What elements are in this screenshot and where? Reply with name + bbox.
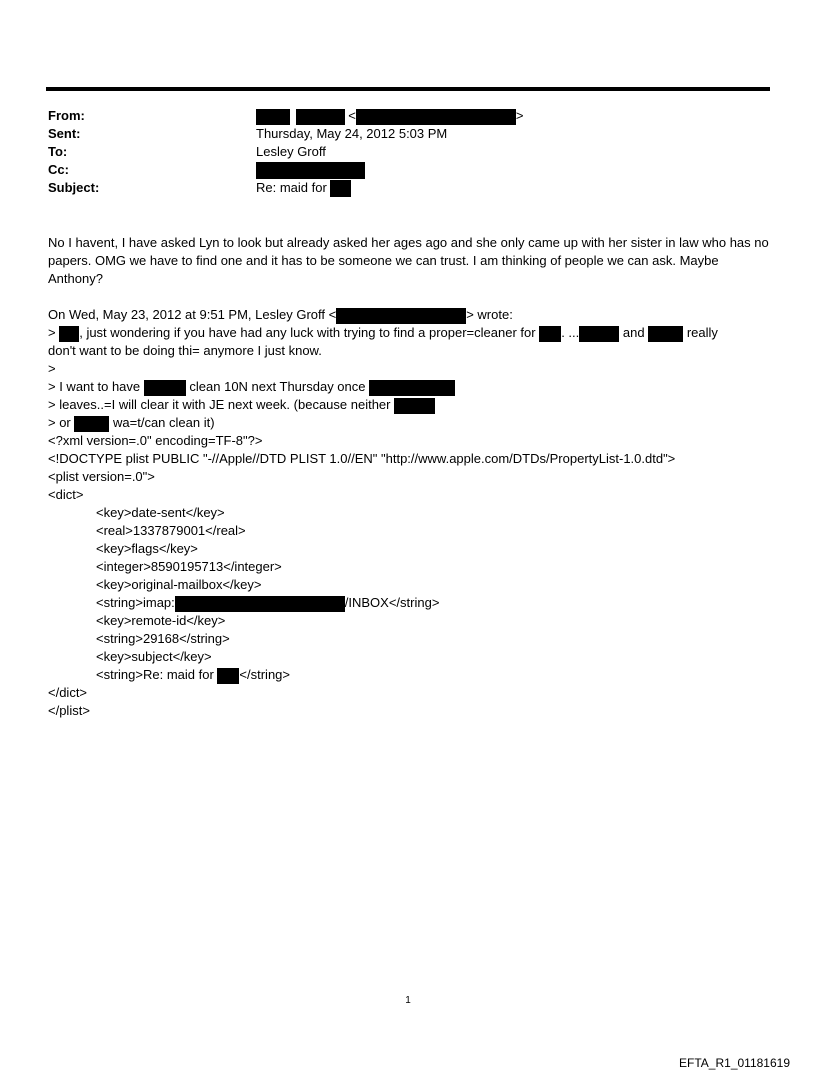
from-gt: >	[515, 108, 524, 123]
redaction-block	[175, 596, 345, 612]
document-id: EFTA_R1_01181619	[679, 1056, 790, 1070]
xml-line: <key>remote-id</key>	[96, 613, 226, 628]
quote-line	[48, 324, 772, 342]
from-lt: <	[348, 108, 356, 123]
redaction-block	[336, 308, 466, 324]
xml-line: <?xml version=.0" encoding=TF-8"?>	[48, 433, 263, 448]
sent-label: Sent:	[48, 126, 81, 141]
xml-text: <string>imap:	[96, 595, 175, 610]
quote-text: clean 10N next Thursday once	[189, 379, 366, 394]
xml-line: <integer>8590195713</integer>	[96, 559, 282, 574]
xml-line: <dict>	[48, 487, 84, 502]
quote-text: wa=t/can clean it)	[113, 415, 215, 430]
to-label: To:	[48, 144, 68, 159]
xml-line: <key>original-mailbox</key>	[96, 577, 262, 592]
xml-line	[48, 594, 816, 612]
page-number: 1	[405, 995, 411, 1006]
xml-text: </string>	[239, 667, 290, 682]
quote-intro-text: On Wed, May 23, 2012 at 9:51 PM, Lesley Groff <	[48, 307, 337, 322]
quote-text: > leaves..=I will clear it with JE next week. (because neither	[48, 397, 391, 412]
xml-line: </dict>	[48, 685, 88, 700]
xml-line: <plist version=.0">	[48, 469, 155, 484]
redaction-block	[256, 162, 365, 179]
redaction-block	[74, 416, 109, 432]
redaction-block	[539, 326, 561, 342]
quote-intro	[48, 306, 772, 324]
sent-value: Thursday, May 24, 2012 5:03 PM	[256, 126, 448, 141]
to-value: Lesley Groff	[256, 144, 326, 159]
cc-value	[256, 161, 365, 179]
quote-text: >	[48, 325, 56, 340]
xml-line: <key>flags</key>	[96, 541, 198, 556]
redaction-block	[579, 326, 619, 342]
quote-text: > or	[48, 415, 71, 430]
quote-text: , just wondering if you have had any luck with trying to find a proper=cleaner for	[79, 325, 536, 340]
redaction-block	[296, 109, 345, 125]
xml-text: /INBOX</string>	[344, 595, 440, 610]
quote-line	[48, 396, 772, 414]
xml-line: <string>29168</string>	[96, 631, 230, 646]
xml-text: <string>Re: maid for	[96, 667, 214, 682]
header-rule	[46, 87, 770, 91]
quote-text: really	[686, 325, 718, 340]
redaction-block	[217, 668, 239, 684]
quote-text: . ...	[561, 325, 580, 340]
quote-line	[48, 414, 772, 432]
redaction-block	[330, 180, 351, 197]
xml-line: <!DOCTYPE plist PUBLIC "-//Apple//DTD PLIST 1.0//EN" "http://www.apple.com/DTDs/PropertyList-1.0.dtd">	[48, 451, 676, 466]
redaction-block	[369, 380, 455, 396]
message-paragraph: No I havent, I have asked Lyn to look but already asked her ages ago and she only came up with her sister in law who has no papers. OMG we have to find one and it has to be someone we can trust. I am thinking of people we can ask. Maybe Anthony?	[48, 235, 769, 286]
xml-line: <real>1337879001</real>	[96, 523, 246, 538]
subject-value	[256, 179, 351, 197]
quote-line: don't want to be doing thi= anymore I just know.	[48, 343, 322, 358]
xml-line: </plist>	[48, 703, 90, 718]
redaction-block	[256, 109, 290, 125]
quote-intro-end: > wrote:	[466, 307, 513, 322]
xml-line	[48, 666, 816, 684]
from-label: From:	[48, 108, 85, 123]
quote-line	[48, 378, 772, 396]
quote-text: and	[622, 325, 645, 340]
subject-text: Re: maid for	[256, 180, 327, 195]
redaction-block	[144, 380, 186, 396]
redaction-block	[356, 109, 516, 125]
redaction-block	[648, 326, 683, 342]
from-value	[256, 107, 523, 125]
xml-line: <key>date-sent</key>	[96, 505, 225, 520]
redaction-block	[394, 398, 435, 414]
subject-label: Subject:	[48, 180, 100, 195]
cc-label: Cc:	[48, 162, 69, 177]
quote-text: > I want to have	[48, 379, 141, 394]
redaction-block	[59, 326, 79, 342]
xml-line: <key>subject</key>	[96, 649, 212, 664]
quote-line: >	[48, 361, 56, 376]
